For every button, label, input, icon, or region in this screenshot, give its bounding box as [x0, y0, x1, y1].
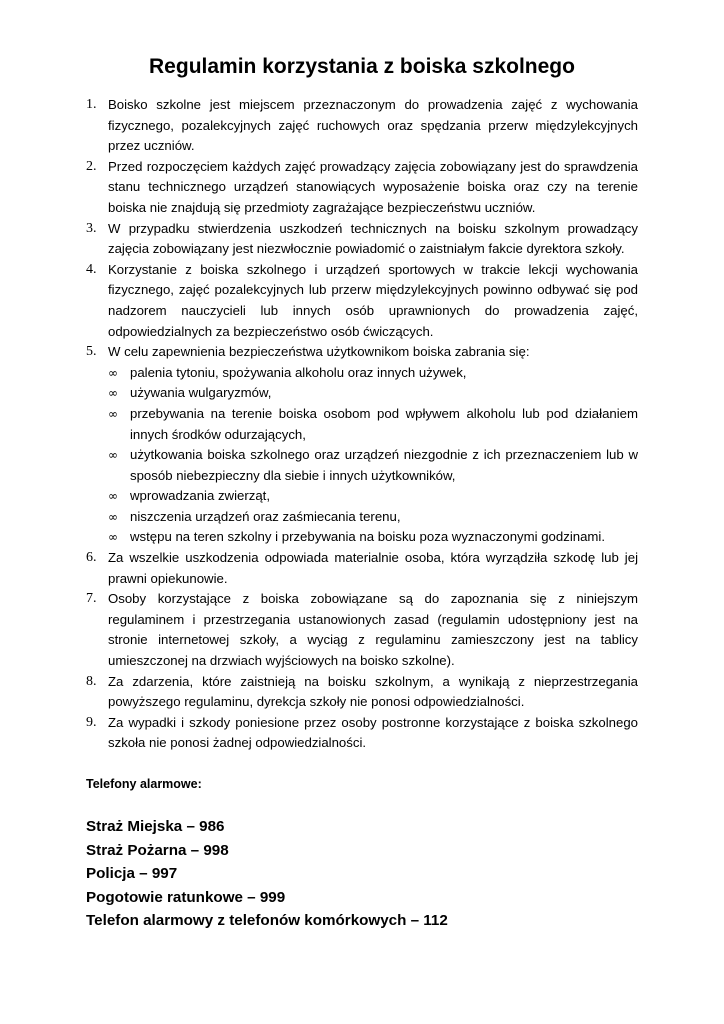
rule-text: Za zdarzenia, które zaistnieją na boisku szkolnym, a wynikają z nieprzestrzegania powyższego regulaminu, dyrekcja szkoły nie ponosi odpowiedzialności. [108, 673, 638, 710]
phone-entry: Pogotowie ratunkowe – 999 [86, 888, 286, 906]
prohibition-item [108, 527, 638, 548]
prohibition-text: niszczenia urządzeń oraz zaśmiecania terenu, [130, 508, 401, 524]
rule-text: Za wszelkie uszkodzenia odpowiada materialnie osoba, która wyrządziła szkodę lub jej prawni opiekunowie. [108, 550, 638, 586]
rule-number: 7. [86, 591, 97, 607]
prohibition-item [108, 445, 638, 486]
infinity-bullet-icon: ∞ [108, 386, 118, 401]
prohibition-text: przebywania na terenie boiska osobom pod wpływem alkoholu lub pod działaniem innych środków odurzających, [130, 405, 638, 442]
rule-item [86, 219, 638, 260]
emergency-phones-list [86, 815, 448, 933]
rule-number: 6. [86, 550, 97, 566]
prohibition-item [108, 383, 638, 404]
rule-number: 2. [86, 158, 97, 174]
page-title: Regulamin korzystania z boiska szkolnego [149, 55, 575, 78]
rule-item [86, 342, 638, 548]
rule-text: Za wypadki i szkody poniesione przez osoby postronne korzystające z boiska szkolnego szkoła nie ponosi żadnej odpowiedzialności. [108, 714, 638, 751]
phone-entry: Policja – 997 [86, 865, 178, 882]
phones-heading: Telefony alarmowe: [86, 777, 202, 791]
infinity-bullet-icon: ∞ [108, 406, 118, 421]
rule-item [86, 589, 638, 671]
rule-number: 8. [86, 673, 97, 689]
rule-text: Osoby korzystające z boiska zobowiązane są do zapoznania się z niniejszym regulaminem i przestrzegania ustanowionych zasad (regulamin udostępniony jest na stronie internetowej szkoły, a wyciąg z regulaminu zamieszczony jest na tablicy umieszczonej na drzwiach wyjściowych na boisko szkolne). [108, 591, 638, 669]
rule-item [86, 157, 638, 219]
rule-text: W celu zapewnienia bezpieczeństwa użytkownikom boiska zabrania się: [108, 344, 530, 360]
infinity-bullet-icon: ∞ [108, 530, 118, 545]
rule-item [86, 672, 638, 713]
rule-item [86, 95, 638, 157]
prohibition-text: wstępu na teren szkolny i przebywania na boisku poza wyznaczonymi godzinami. [130, 529, 605, 545]
infinity-bullet-icon: ∞ [108, 489, 118, 504]
rule-number: 1. [86, 97, 97, 112]
prohibition-item [108, 363, 638, 384]
infinity-bullet-icon: ∞ [108, 365, 118, 380]
prohibition-item [108, 486, 638, 507]
prohibition-text: używania wulgaryzmów, [130, 385, 272, 401]
phone-entry: Straż Miejska – 986 [86, 818, 225, 835]
prohibition-text: użytkowania boiska szkolnego oraz urządzeń niezgodnie z ich przeznaczeniem lub w sposób niebezpieczny dla siebie i innych użytkowników, [130, 447, 638, 483]
rule-text: W przypadku stwierdzenia uszkodzeń technicznych na boisku szkolnym prowadzący zajęcia zobowiązany jest niezwłocznie powiadomić o zaistniałym fakcie dyrektora szkoły. [108, 220, 638, 257]
rule-text: Korzystanie z boiska szkolnego i urządzeń sportowych w trakcie lekcji wychowania fizycznego, zajęć pozalekcyjnych lub przerw międzylekcyjnych powinno odbywać się pod nadzorem nauczycieli lub innych osób uprawnionych do prowadzenia zajęć, odpowiedzialnych za bezpieczeństwo osób ćwiczących. [108, 261, 638, 339]
phone-entry: Telefon alarmowy z telefonów komórkowych – 112 [86, 912, 448, 929]
phone-entry: Straż Pożarna – 998 [86, 841, 229, 859]
prohibition-text: wprowadzania zwierząt, [130, 488, 270, 504]
prohibitions-list [108, 363, 638, 548]
infinity-bullet-icon: ∞ [108, 448, 118, 463]
rule-item [86, 713, 638, 754]
rule-number: 4. [86, 261, 97, 277]
prohibition-item [108, 507, 638, 528]
rule-item [86, 548, 638, 589]
rule-item [86, 260, 638, 342]
rule-text: Boisko szkolne jest miejscem przeznaczonym do prowadzenia zajęć z wychowania fizycznego, pozalekcyjnych zajęć ruchowych oraz spędzania przerw międzylekcyjnych przez uczniów. [108, 97, 638, 154]
rule-number: 5. [86, 344, 97, 360]
rule-number: 3. [86, 220, 97, 236]
prohibition-text: palenia tytoniu, spożywania alkoholu oraz innych używek, [130, 364, 467, 380]
rule-number: 9. [86, 714, 97, 730]
infinity-bullet-icon: ∞ [108, 509, 118, 524]
rules-list [86, 95, 638, 754]
rule-text: Przed rozpoczęciem każdych zajęć prowadzący zajęcia zobowiązany jest do sprawdzenia stanu technicznego urządzeń stanowiących wyposażenie boiska oraz czy na terenie boiska nie znajdują się przedmioty zagrażające bezpieczeństwu uczniów. [108, 158, 638, 215]
prohibition-item [108, 404, 638, 445]
